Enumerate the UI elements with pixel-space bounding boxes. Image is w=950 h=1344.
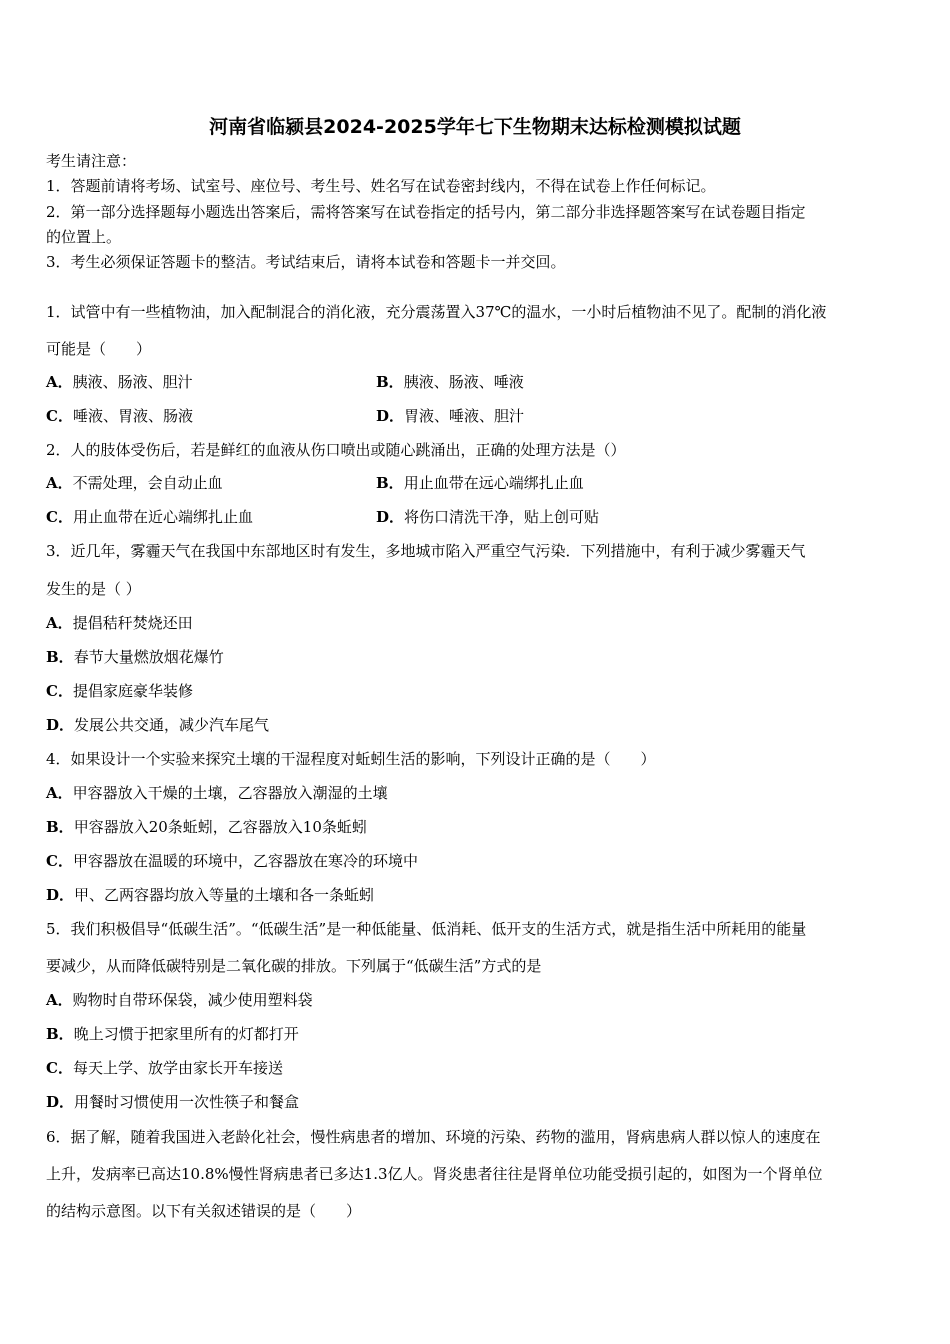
option-text: 用餐时习惯使用一次性筷子和餐盒 (74, 1093, 300, 1111)
question-5-text: 要减少，从而降低碳特别是二氧化碳的排放。下列属于“低碳生活”方式的是 (46, 957, 542, 975)
option-label: A． (46, 991, 73, 1009)
question-1-option-a (46, 372, 193, 392)
question-2-option-d (376, 507, 599, 527)
option-label: A． (46, 474, 73, 492)
option-label: C． (46, 1059, 73, 1077)
question-2-option-b (376, 473, 584, 493)
option-text: 唾液、胃液、肠液 (72, 407, 193, 425)
notice-item: 的位置上。 (46, 228, 122, 246)
option-text: 提倡家庭豪华装修 (72, 682, 193, 700)
option-text: 胃液、唾液、胆汁 (404, 407, 525, 425)
option-label: D． (376, 508, 405, 526)
option-label: A． (46, 373, 73, 391)
option-label: D． (46, 1093, 75, 1111)
option-text: 用止血带在近心端绑扎止血 (72, 508, 253, 526)
question-6-text: 的结构示意图。以下有关叙述错误的是（ ） (46, 1202, 362, 1220)
option-label: D． (46, 716, 75, 734)
option-label: C． (46, 852, 73, 870)
notice-item: 3．考生必须保证答题卡的整洁。考试结束后，请将本试卷和答题卡一并交回。 (46, 253, 566, 271)
question-1-option-d (376, 406, 524, 426)
option-text: 胰液、肠液、唾液 (403, 373, 524, 391)
question-6-text: 上升，发病率已高达10.8%慢性肾病患者已多达1.3亿人。肾炎患者往往是肾单位功能受损引起的，如图为一个肾单位 (46, 1165, 823, 1183)
option-text: 甲容器放入干燥的土壤，乙容器放入潮湿的土壤 (72, 784, 388, 802)
notice-item: 1．答题前请将考场、试室号、座位号、考生号、姓名写在试卷密封线内，不得在试卷上作任何标记。 (46, 177, 716, 195)
question-2-text: 2．人的肢体受伤后，若是鲜红的血液从伤口喷出或随心跳涌出，正确的处理方法是（） (46, 441, 626, 459)
question-1-text: 1．试管中有一些植物油，加入配制混合的消化液，充分震荡置入37℃的温水，一小时后植物油不见了。配制的消化液 (46, 303, 827, 321)
question-3-option-c (46, 681, 193, 701)
option-label: B． (46, 648, 74, 666)
option-text: 不需处理，会自动止血 (72, 474, 223, 492)
question-5-option-c (46, 1058, 283, 1078)
option-label: A． (46, 784, 73, 802)
question-5-option-a (46, 990, 313, 1010)
option-text: 春节大量燃放烟花爆竹 (73, 648, 224, 666)
question-4-option-c (46, 851, 418, 871)
option-text: 发展公共交通，减少汽车尾气 (74, 716, 270, 734)
question-4-option-a (46, 783, 388, 803)
option-text: 甲容器放在温暖的环境中，乙容器放在寒冷的环境中 (72, 852, 418, 870)
option-text: 晚上习惯于把家里所有的灯都打开 (73, 1025, 299, 1043)
option-label: C． (46, 508, 73, 526)
option-label: B． (46, 1025, 74, 1043)
notice-item: 2．第一部分选择题每小题选出答案后，需将答案写在试卷指定的括号内，第二部分非选择题答案写在试卷题目指定 (46, 203, 806, 221)
option-text: 甲容器放入20条蚯蚓，乙容器放入10条蚯蚓 (73, 818, 367, 836)
question-6-text: 6．据了解，随着我国进入老龄化社会，慢性病患者的增加、环境的污染、药物的滥用，肾病患病人群以惊人的速度在 (46, 1128, 821, 1146)
question-2-option-c (46, 507, 253, 527)
option-label: B． (376, 474, 404, 492)
question-1-option-c (46, 406, 193, 426)
question-3-text: 发生的是（ ） (46, 580, 141, 598)
question-4-text: 4．如果设计一个实验来探究土壤的干湿程度对蚯蚓生活的影响，下列设计正确的是（ ） (46, 750, 656, 768)
question-4-option-d (46, 885, 374, 905)
exam-title: 河南省临颍县2024-2025学年七下生物期末达标检测模拟试题 (209, 116, 741, 138)
question-5-option-b (46, 1024, 299, 1044)
option-text: 每天上学、放学由家长开车接送 (72, 1059, 283, 1077)
notice-heading: 考生请注意： (46, 152, 137, 170)
question-3-option-d (46, 715, 269, 735)
question-5-option-d (46, 1092, 299, 1112)
option-label: D． (376, 407, 405, 425)
option-text: 将伤口清洗干净，贴上创可贴 (404, 508, 600, 526)
option-text: 提倡秸秆焚烧还田 (72, 614, 193, 632)
question-1-text: 可能是（ ） (46, 340, 152, 358)
question-1-option-b (376, 372, 524, 392)
option-label: A． (46, 614, 73, 632)
question-2-option-a (46, 473, 223, 493)
question-4-option-b (46, 817, 367, 837)
question-3-text: 3．近几年，雾霾天气在我国中东部地区时有发生，多地城市陷入严重空气污染．下列措施中，有利于减少雾霾天气 (46, 542, 806, 560)
question-3-option-b (46, 647, 224, 667)
option-label: B． (46, 818, 74, 836)
option-label: C． (46, 682, 73, 700)
option-text: 用止血带在远心端绑扎止血 (403, 474, 584, 492)
option-text: 购物时自带环保袋，减少使用塑料袋 (72, 991, 313, 1009)
question-5-text: 5．我们积极倡导“低碳生活”。“低碳生活”是一种低能量、低消耗、低开支的生活方式，就是指生活中所耗用的能量 (46, 920, 807, 938)
option-label: D． (46, 886, 75, 904)
option-text: 甲、乙两容器均放入等量的土壤和各一条蚯蚓 (74, 886, 375, 904)
option-label: C． (46, 407, 73, 425)
option-label: B． (376, 373, 404, 391)
option-text: 胰液、肠液、胆汁 (72, 373, 193, 391)
question-3-option-a (46, 613, 193, 633)
